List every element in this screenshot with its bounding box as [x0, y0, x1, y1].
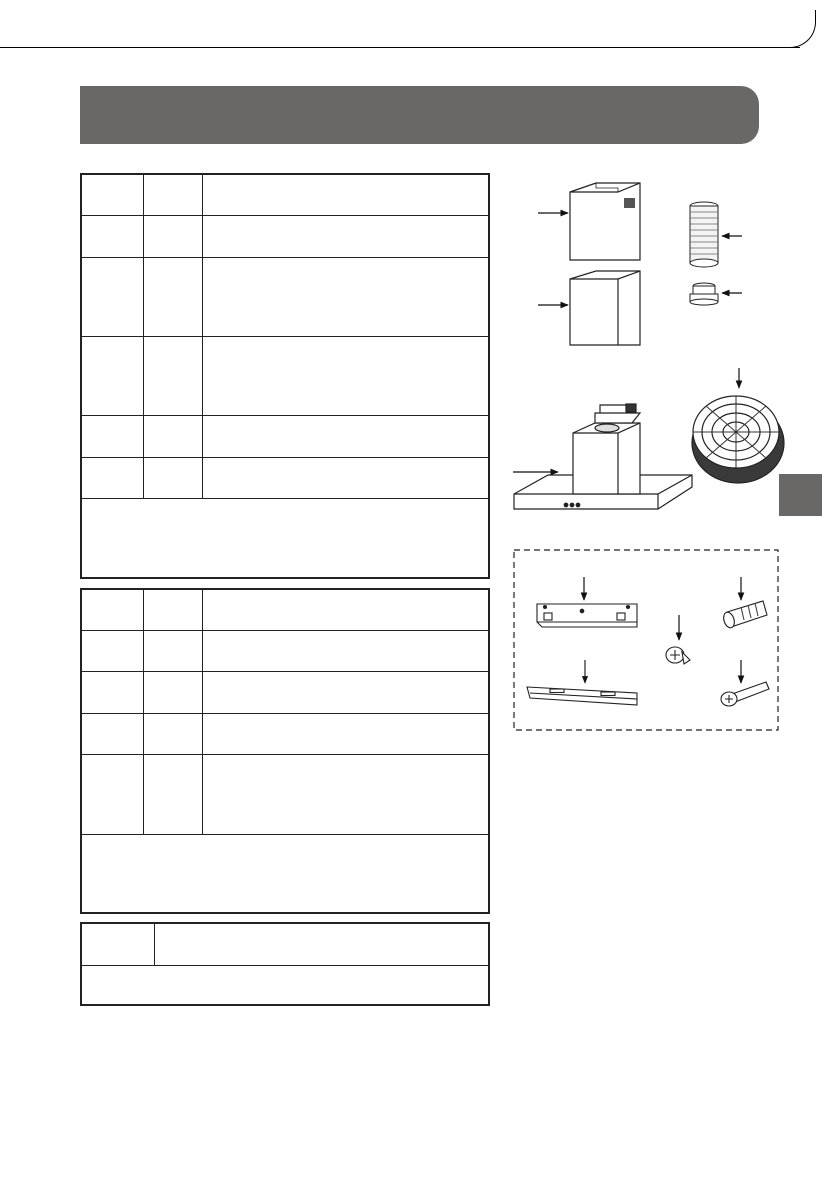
table-cell	[82, 337, 144, 415]
table-row	[82, 258, 488, 337]
table-cell	[82, 258, 144, 336]
table-row	[82, 631, 488, 672]
table-cell	[82, 924, 155, 965]
upper-bracket	[537, 604, 637, 627]
flexible-duct	[690, 202, 718, 267]
top-rule	[0, 47, 800, 48]
table-cell	[82, 755, 144, 834]
parts-table-fittings	[80, 588, 490, 914]
table-row	[82, 216, 488, 258]
table-cell	[203, 416, 488, 457]
table-cell	[203, 337, 488, 415]
table-cell	[82, 631, 144, 671]
table-row	[82, 416, 488, 458]
table-cell	[82, 175, 144, 215]
lower-bracket	[527, 687, 637, 705]
table-cell	[82, 672, 144, 713]
table-cell	[203, 216, 488, 257]
top-rule-curve	[785, 10, 816, 48]
lower-chimney	[570, 271, 640, 345]
table-cell	[144, 416, 203, 457]
table-row	[82, 590, 488, 631]
table-cell	[144, 337, 203, 415]
table-row	[82, 714, 488, 755]
table-cell	[144, 216, 203, 257]
table-row	[82, 175, 488, 216]
table-cell	[203, 590, 488, 630]
table-row	[82, 458, 488, 499]
table-cell	[203, 458, 488, 498]
table-cell	[82, 458, 144, 498]
parts-diagram	[505, 170, 805, 750]
table-cell	[144, 590, 203, 630]
table-cell	[144, 458, 203, 498]
table-cell	[203, 175, 488, 215]
table-cell	[203, 755, 488, 834]
screw-long	[721, 682, 769, 706]
table-cell	[82, 216, 144, 257]
fixings-box	[514, 550, 778, 730]
table-cell	[144, 714, 203, 754]
header-banner	[80, 86, 759, 144]
table-cell	[144, 175, 203, 215]
table-cell	[144, 631, 203, 671]
table-cell	[144, 672, 203, 713]
table-cell	[144, 258, 203, 336]
table-cell	[82, 590, 144, 630]
table-cell	[155, 924, 488, 965]
table-cell	[203, 258, 488, 336]
table-row	[82, 672, 488, 714]
table-row	[82, 337, 488, 416]
table-row	[82, 755, 488, 835]
carbon-filter	[692, 396, 784, 483]
cooker-hood-body	[514, 404, 692, 509]
duct-adaptor	[690, 283, 718, 305]
table-cell	[82, 416, 144, 457]
table-cell	[82, 714, 144, 754]
parts-table-main	[80, 173, 490, 579]
screw-small	[666, 647, 690, 664]
wall-plug	[722, 601, 767, 629]
table-cell	[203, 714, 488, 754]
upper-chimney	[570, 183, 640, 260]
table-cell	[203, 631, 488, 671]
table-cell	[203, 672, 488, 713]
table-cell	[144, 755, 203, 834]
table-row	[82, 924, 488, 966]
parts-table-documents	[80, 922, 490, 1006]
